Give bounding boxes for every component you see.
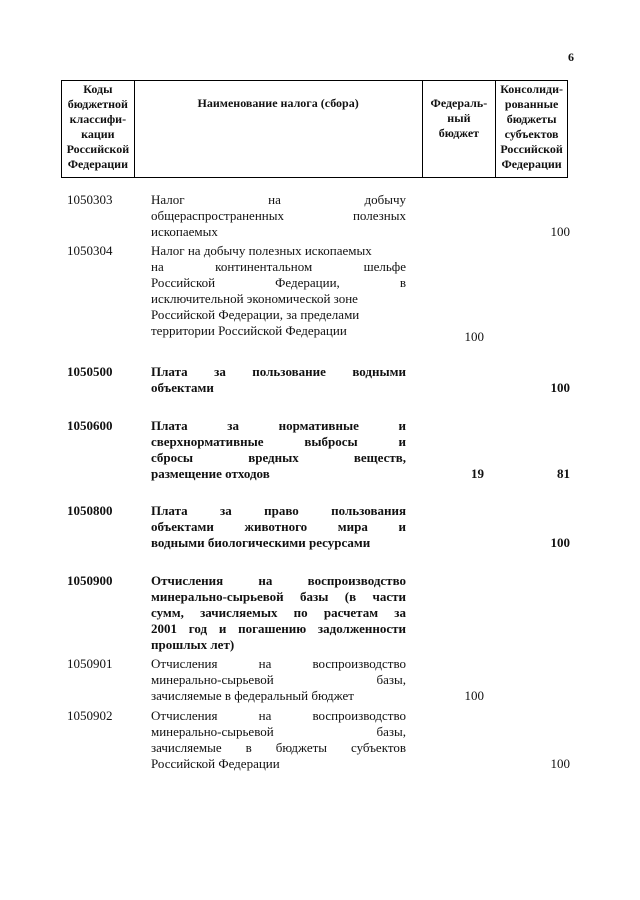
- row-name: [151, 243, 406, 339]
- header-name-column: [135, 81, 423, 177]
- header-code-line: бюджетной: [67, 97, 128, 111]
- row-code: 1050900: [67, 573, 113, 588]
- row-name-line: Российской Федерации: [151, 756, 280, 771]
- header-cons-line: Федерации: [501, 157, 562, 171]
- header-cons-line: субъектов: [504, 127, 559, 141]
- header-consolidated-column: [496, 81, 567, 177]
- row-name: [151, 364, 406, 396]
- row-consolidated-value: 100: [550, 380, 570, 395]
- table-header: [61, 80, 568, 178]
- header-code-line: кации: [81, 127, 115, 141]
- row-name-line: размещение отходов: [151, 466, 270, 481]
- row-code: 1050902: [67, 708, 113, 723]
- row-name-line: минерально-сырьевой базы,: [151, 672, 406, 687]
- row-name: [151, 418, 406, 482]
- header-code-column: [62, 81, 135, 177]
- header-cons-line: Консолиди-: [500, 82, 563, 96]
- row-consolidated-value: 100: [550, 756, 570, 771]
- header-cons-line: рованные: [504, 97, 559, 111]
- row-name-line: ископаемых: [151, 224, 218, 239]
- row-name-line: Плата за пользование водными: [151, 364, 406, 379]
- row-name-line: сбросы вредных веществ,: [151, 450, 406, 465]
- row-name-line: водными биологическими ресурсами: [151, 535, 371, 550]
- row-code: 1050304: [67, 243, 113, 258]
- row-code: 1050800: [67, 503, 113, 518]
- row-federal-value: 19: [471, 466, 484, 481]
- row-name-line: 2001 год и погашению задолженности: [151, 621, 406, 636]
- row-name-line: минерально-сырьевой базы,: [151, 724, 406, 739]
- row-code: 1050600: [67, 418, 113, 433]
- row-federal-value: 100: [464, 329, 484, 344]
- row-name-line: Налог на добычу: [151, 192, 406, 207]
- row-consolidated-value: 100: [550, 224, 570, 239]
- row-name: [151, 708, 406, 772]
- row-name: [151, 656, 406, 704]
- row-name-line: общераспространенных полезных: [151, 208, 406, 223]
- row-name-line: Отчисления на воспроизводство: [151, 708, 406, 723]
- row-consolidated-value: 100: [550, 535, 570, 550]
- row-name-line: сверхнормативные выбросы и: [151, 434, 406, 449]
- header-name-label: Наименование налога (сбора): [197, 96, 359, 110]
- row-name-line: территории Российской Федерации: [151, 323, 347, 338]
- row-federal-value: 100: [464, 688, 484, 703]
- row-name-line: Налог на добычу полезных ископаемых: [151, 243, 372, 258]
- row-name-line: исключительной экономической зоне: [151, 291, 358, 306]
- row-name-line: Российской Федерации, в: [151, 275, 406, 290]
- row-name-line: Плата за нормативные и: [151, 418, 406, 433]
- page-number: 6: [568, 50, 574, 64]
- row-code: 1050303: [67, 192, 113, 207]
- row-name-line: прошлых лет): [151, 637, 235, 652]
- row-code: 1050500: [67, 364, 113, 379]
- row-name: [151, 192, 406, 240]
- header-fed-line: бюджет: [438, 126, 480, 140]
- header-code-line: Коды: [83, 82, 113, 96]
- header-cons-line: бюджеты: [506, 112, 557, 126]
- row-name-line: Отчисления на воспроизводство: [151, 573, 406, 588]
- header-code-line: Федерации: [67, 157, 128, 171]
- header-cons-line: Российской: [500, 142, 563, 156]
- row-name-line: Отчисления на воспроизводство: [151, 656, 406, 671]
- header-fed-line: Федераль-: [430, 96, 488, 110]
- row-name-line: Плата за право пользования: [151, 503, 406, 518]
- row-name-line: Российской Федерации, за пределами: [151, 307, 360, 322]
- row-name-line: зачисляемые в федеральный бюджет: [151, 688, 354, 703]
- row-name-line: на континентальном шельфе: [151, 259, 406, 274]
- row-name-line: объектами животного мира и: [151, 519, 406, 534]
- header-code-line: Российской: [66, 142, 130, 156]
- header-fed-line: ный: [447, 111, 471, 125]
- row-name-line: зачисляемые в бюджеты субъектов: [151, 740, 406, 755]
- row-name-line: минерально-сырьевой базы (в части: [151, 589, 406, 604]
- row-code: 1050901: [67, 656, 113, 671]
- row-name: [151, 573, 406, 653]
- header-code-line: классифи-: [69, 112, 127, 126]
- row-name-line: сумм, зачисляемых по расчетам за: [151, 605, 406, 620]
- row-consolidated-value: 81: [557, 466, 570, 481]
- header-federal-column: [423, 81, 497, 177]
- row-name: [151, 503, 406, 551]
- row-name-line: объектами: [151, 380, 214, 395]
